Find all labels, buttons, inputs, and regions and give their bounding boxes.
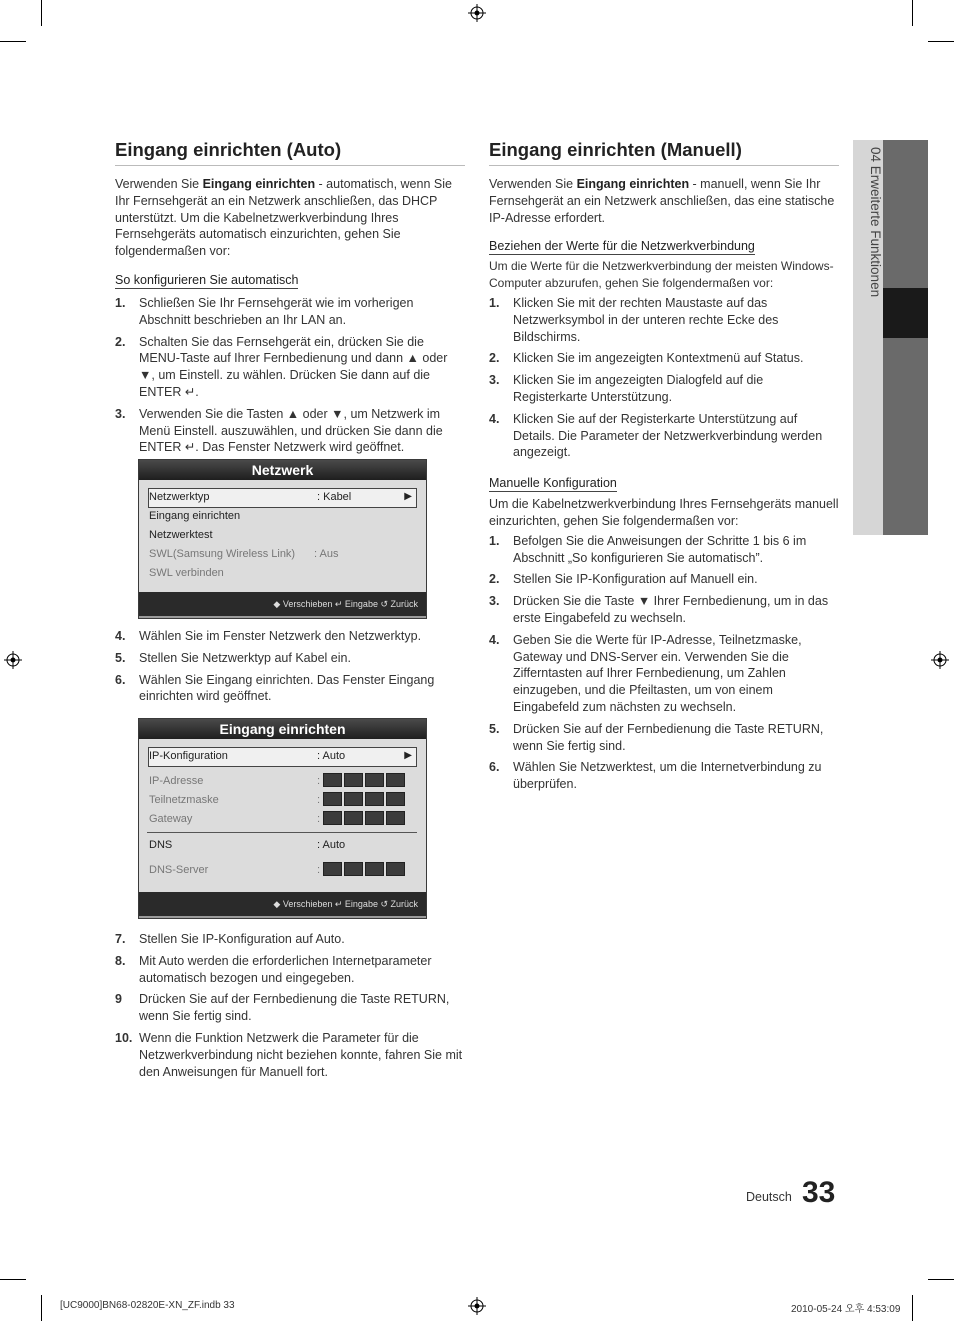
ip-address-fields[interactable]	[323, 773, 407, 792]
list-item: 1. Klicken Sie mit der rechten Maustaste auf das Netzwerksymbol in der unteren rechte Ecke des Bildschirms.	[489, 295, 779, 344]
list-item: 6. Wählen Sie Eingang einrichten. Das Fenster Eingang einrichten wird geöffnet.	[115, 672, 435, 704]
paragraph: Um die Kabelnetzwerkverbindung Ihres Fernsehgeräts manuell einzurichten, gehen Sie folgendermaßen vor:	[489, 497, 839, 528]
osd-menu-eingang-einrichten	[138, 718, 427, 919]
menu-item-value: : Auto	[317, 750, 346, 762]
crop-mark	[912, 0, 913, 26]
right-column	[489, 139, 839, 798]
list-item: 3. Drücken Sie die Taste ▼ Ihrer Fernbedienung, um in das erste Eingabefeld zu wechseln.	[489, 594, 829, 625]
list-item: 4. Wählen Sie im Fenster Netzwerk den Netzwerktyp.	[115, 629, 422, 643]
subheading: Manuelle Konfiguration	[489, 476, 617, 491]
subheading: So konfigurieren Sie automatisch	[115, 272, 299, 287]
crop-mark	[0, 41, 26, 42]
steps-list	[489, 533, 839, 793]
list-item: 2. Klicken Sie im angezeigten Kontextmenü auf Status.	[489, 351, 804, 366]
crop-mark	[41, 1295, 42, 1321]
menu-footer-hints: ◆ Verschieben ↵ Eingabe ↺ Zurück	[139, 892, 426, 916]
menu-item[interactable]: DNS-Server	[149, 864, 209, 876]
crop-mark	[928, 41, 954, 42]
menu-item[interactable]: Teilnetzmaske	[149, 794, 219, 806]
list-item: 1. Befolgen Sie die Anweisungen der Schritte 1 bis 6 im Abschnitt „So konfigurieren Sie automatisch”.	[489, 533, 807, 565]
menu-item-value: : Kabel	[317, 491, 352, 503]
language-label: Deutsch	[746, 1190, 792, 1204]
print-timestamp: 2010-05-24 오후 4:53:09	[791, 1304, 901, 1315]
steps-list	[115, 931, 465, 1085]
chapter-tab-marker	[883, 288, 928, 338]
page-number: 33	[802, 1176, 836, 1209]
list-item: 7. Stellen Sie IP-Konfiguration auf Auto.	[115, 932, 345, 946]
menu-item[interactable]: Gateway	[149, 813, 193, 825]
list-item: 8. Mit Auto werden die erforderlichen Internetparameter automatisch bezogen und eingegeben.	[115, 953, 432, 985]
left-column	[115, 139, 465, 461]
print-file-info: [UC9000]BN68-02820E-XN_ZF.indb 33	[60, 1300, 235, 1311]
osd-menu-netzwerk	[138, 459, 427, 619]
steps-list	[115, 628, 465, 710]
paragraph: Um die Werte für die Netzwerkverbindung der meisten Windows-Computer abzurufen, gehen Sie folgendermaßen vor:	[489, 259, 834, 291]
list-item: 3. Verwenden Sie die Tasten ▲ oder ▼, um Netzwerk im Menü Einstell. auszuwählen, und drücken Sie dann die ENTER ↵. Das Fenster Netzwerk wird geöffnet.	[115, 406, 443, 455]
menu-item[interactable]: IP-Adresse	[149, 775, 204, 787]
menu-footer-hints: ◆ Verschieben ↵ Eingabe ↺ Zurück	[139, 592, 426, 616]
gateway-fields[interactable]	[323, 811, 407, 830]
crop-mark	[41, 0, 42, 26]
arrow-right-icon: ▶	[404, 750, 412, 761]
subnet-mask-fields[interactable]	[323, 792, 407, 811]
menu-body	[139, 739, 426, 892]
menu-item-value: :	[317, 775, 321, 787]
subheading: Beziehen der Werte für die Netzwerkverbindung	[489, 239, 755, 254]
menu-item[interactable]: Eingang einrichten	[149, 510, 241, 522]
dns-server-fields[interactable]	[323, 862, 407, 881]
menu-item-value: : Auto	[317, 839, 346, 851]
menu-body	[139, 480, 426, 592]
intro-paragraph: Verwenden Sie Eingang einrichten - manuell, wenn Sie Ihr Fernsehgerät an ein Netzwerk anschließen, das eine statische IP-Adresse erfordert.	[489, 177, 835, 225]
menu-item[interactable]: Netzwerktyp	[149, 491, 210, 503]
list-item: 2. Stellen Sie IP-Konfiguration auf Manuell ein.	[489, 572, 758, 587]
menu-item[interactable]: DNS	[149, 839, 173, 851]
list-item: 4. Geben Sie die Werte für IP-Adresse, Teilnetzmaske, Gateway und DNS-Server ein. Verwenden Sie die Zifferntasten auf Ihrer Fernbedienung, um Zahlen einzugeben, und die Pfeiltasten, um von einem Eingabefeld zum nächsten zu wechseln.	[489, 632, 802, 714]
menu-item-value: :	[317, 813, 321, 825]
steps-list	[489, 295, 839, 461]
list-item: 1. Schließen Sie Ihr Fernsehgerät wie im vorherigen Abschnitt beschrieben an Ihr LAN an.	[115, 295, 414, 327]
list-item: 9 Drücken Sie auf der Fernbedienung die Taste RETURN, wenn Sie fertig sind.	[115, 992, 450, 1024]
arrow-right-icon: ▶	[404, 491, 412, 502]
registration-mark-icon	[468, 4, 486, 22]
list-item: 10. Wenn die Funktion Netzwerk die Parameter für die Netzwerkverbindung nicht beziehen konnte, fahren Sie mit den Anweisungen für Manuell fort.	[115, 1030, 463, 1079]
list-item: 3. Klicken Sie im angezeigten Dialogfeld auf die Registerkarte Unterstützung.	[489, 373, 764, 404]
list-item: 4. Klicken Sie auf der Registerkarte Unterstützung auf Details. Die Parameter der Netzwerkverbindung werden angezeigt.	[489, 411, 823, 460]
list-item: 5. Drücken Sie auf der Fernbedienung die Taste RETURN, wenn Sie fertig sind.	[489, 721, 824, 753]
menu-title: Netzwerk	[139, 460, 426, 480]
steps-list	[115, 295, 465, 456]
registration-mark-icon	[4, 651, 22, 669]
list-item: 6. Wählen Sie Netzwerktest, um die Internetverbindung zu überprüfen.	[489, 760, 822, 792]
menu-item-value: :	[317, 864, 321, 876]
menu-item-value: : Aus	[314, 548, 339, 560]
crop-mark	[0, 1279, 26, 1280]
section-title: Eingang einrichten (Manuell)	[489, 139, 839, 166]
crop-mark	[912, 1295, 913, 1321]
crop-mark	[928, 1279, 954, 1280]
registration-mark-icon	[468, 1297, 486, 1315]
menu-divider	[147, 832, 417, 833]
menu-title: Eingang einrichten	[139, 719, 426, 739]
list-item: 2. Schalten Sie das Fernsehgerät ein, drücken Sie die MENU-Taste auf Ihrer Fernbedienung und dann ▲ oder ▼, um Einstell. zu wählen. Drücken Sie dann auf die ENTER ↵.	[115, 334, 448, 399]
menu-item[interactable]: SWL verbinden	[149, 567, 224, 579]
registration-mark-icon	[931, 651, 949, 669]
chapter-tab-label: 04 Erweiterte Funktionen	[868, 147, 883, 298]
list-item: 5. Stellen Sie Netzwerktyp auf Kabel ein.	[115, 650, 351, 665]
section-title: Eingang einrichten (Auto)	[115, 139, 465, 166]
intro-paragraph: Verwenden Sie Eingang einrichten - automatisch, wenn Sie Ihr Fernsehgerät an ein Netzwerk anschließen, das DHCP unterstützt. Um die Kabelnetzwerkverbindung Ihres Fernsehgeräts automatisch einzurichten, gehen Sie folgendermaßen vor:	[115, 177, 452, 259]
menu-item[interactable]: Netzwerktest	[149, 529, 213, 541]
menu-item-value: :	[317, 794, 321, 806]
menu-item[interactable]: IP-Konfiguration	[149, 750, 228, 762]
menu-item[interactable]: SWL(Samsung Wireless Link)	[149, 548, 296, 560]
